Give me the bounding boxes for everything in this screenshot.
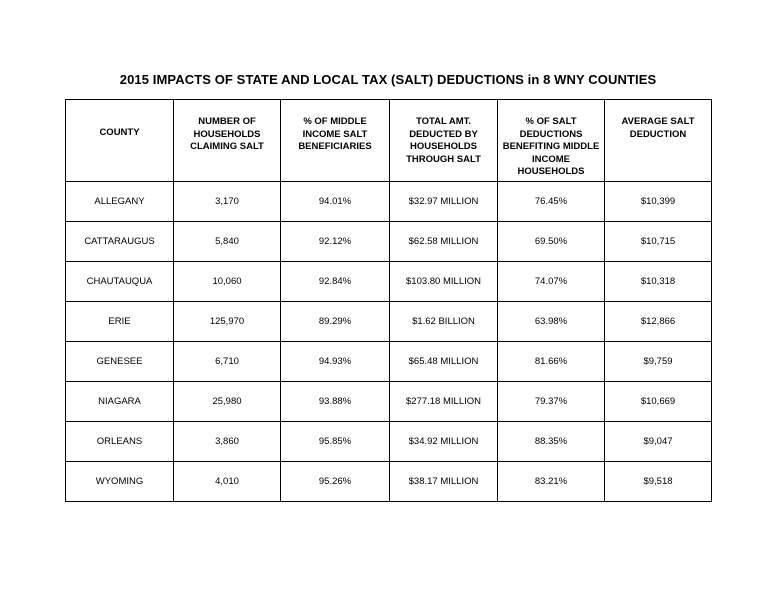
table-row bbox=[66, 262, 712, 302]
cell-total-deducted: $103.80 MILLION bbox=[390, 262, 498, 302]
page-title: 2015 IMPACTS OF STATE AND LOCAL TAX (SALT) DEDUCTIONS in 8 WNY COUNTIES bbox=[119, 72, 657, 87]
table-row bbox=[66, 422, 712, 462]
cell-average-deduction: $10,318 bbox=[605, 262, 712, 302]
cell-middle-income-pct: 89.29% bbox=[281, 302, 390, 342]
cell-total-deducted: $34.92 MILLION bbox=[390, 422, 498, 462]
cell-middle-income-pct: 95.85% bbox=[281, 422, 390, 462]
column-header-middle-income-pct: % OF MIDDLE INCOME SALT BENEFICIARIES bbox=[281, 100, 390, 182]
cell-average-deduction: $10,669 bbox=[605, 382, 712, 422]
cell-county: ERIE bbox=[66, 302, 174, 342]
salt-deductions-table bbox=[65, 99, 712, 502]
column-header-total-deducted: TOTAL AMT. DEDUCTED BY HOUSEHOLDS THROUGH SALT bbox=[390, 100, 498, 182]
cell-average-deduction: $9,759 bbox=[605, 342, 712, 382]
cell-middle-income-share: 83.21% bbox=[498, 462, 605, 502]
cell-middle-income-share: 74.07% bbox=[498, 262, 605, 302]
column-header-average-deduction: AVERAGE SALT DEDUCTION bbox=[605, 100, 712, 182]
cell-county: WYOMING bbox=[66, 462, 174, 502]
cell-county: GENESEE bbox=[66, 342, 174, 382]
cell-middle-income-share: 76.45% bbox=[498, 182, 605, 222]
cell-households: 3,860 bbox=[174, 422, 281, 462]
table-row bbox=[66, 462, 712, 502]
column-header-middle-income-share: % OF SALT DEDUCTIONS BENEFITING MIDDLE INCOME HOUSEHOLDS bbox=[498, 100, 605, 182]
cell-county: ORLEANS bbox=[66, 422, 174, 462]
cell-middle-income-pct: 94.01% bbox=[281, 182, 390, 222]
cell-average-deduction: $12,866 bbox=[605, 302, 712, 342]
cell-county: ALLEGANY bbox=[66, 182, 174, 222]
cell-middle-income-share: 69.50% bbox=[498, 222, 605, 262]
cell-middle-income-share: 79.37% bbox=[498, 382, 605, 422]
cell-middle-income-pct: 92.84% bbox=[281, 262, 390, 302]
table-header-row bbox=[66, 100, 712, 182]
table-row bbox=[66, 302, 712, 342]
cell-households: 4,010 bbox=[174, 462, 281, 502]
cell-households: 5,840 bbox=[174, 222, 281, 262]
table-row bbox=[66, 182, 712, 222]
cell-average-deduction: $10,399 bbox=[605, 182, 712, 222]
cell-average-deduction: $9,518 bbox=[605, 462, 712, 502]
cell-middle-income-share: 63.98% bbox=[498, 302, 605, 342]
column-header-county: COUNTY bbox=[66, 100, 174, 182]
column-header-households: NUMBER OF HOUSEHOLDS CLAIMING SALT bbox=[174, 100, 281, 182]
cell-average-deduction: $10,715 bbox=[605, 222, 712, 262]
cell-middle-income-pct: 95.26% bbox=[281, 462, 390, 502]
cell-households: 10,060 bbox=[174, 262, 281, 302]
cell-households: 125,970 bbox=[174, 302, 281, 342]
cell-county: NIAGARA bbox=[66, 382, 174, 422]
cell-total-deducted: $277.18 MILLION bbox=[390, 382, 498, 422]
cell-total-deducted: $38.17 MILLION bbox=[390, 462, 498, 502]
cell-total-deducted: $32.97 MILLION bbox=[390, 182, 498, 222]
cell-total-deducted: $1.62 BILLION bbox=[390, 302, 498, 342]
cell-households: 6,710 bbox=[174, 342, 281, 382]
cell-middle-income-pct: 93.88% bbox=[281, 382, 390, 422]
table-row bbox=[66, 382, 712, 422]
table-row bbox=[66, 222, 712, 262]
cell-households: 3,170 bbox=[174, 182, 281, 222]
cell-county: CHAUTAUQUA bbox=[66, 262, 174, 302]
cell-middle-income-pct: 92.12% bbox=[281, 222, 390, 262]
cell-middle-income-share: 81.66% bbox=[498, 342, 605, 382]
cell-average-deduction: $9,047 bbox=[605, 422, 712, 462]
table-row bbox=[66, 342, 712, 382]
cell-county: CATTARAUGUS bbox=[66, 222, 174, 262]
cell-total-deducted: $65.48 MILLION bbox=[390, 342, 498, 382]
cell-total-deducted: $62.58 MILLION bbox=[390, 222, 498, 262]
cell-households: 25,980 bbox=[174, 382, 281, 422]
cell-middle-income-share: 88.35% bbox=[498, 422, 605, 462]
cell-middle-income-pct: 94.93% bbox=[281, 342, 390, 382]
